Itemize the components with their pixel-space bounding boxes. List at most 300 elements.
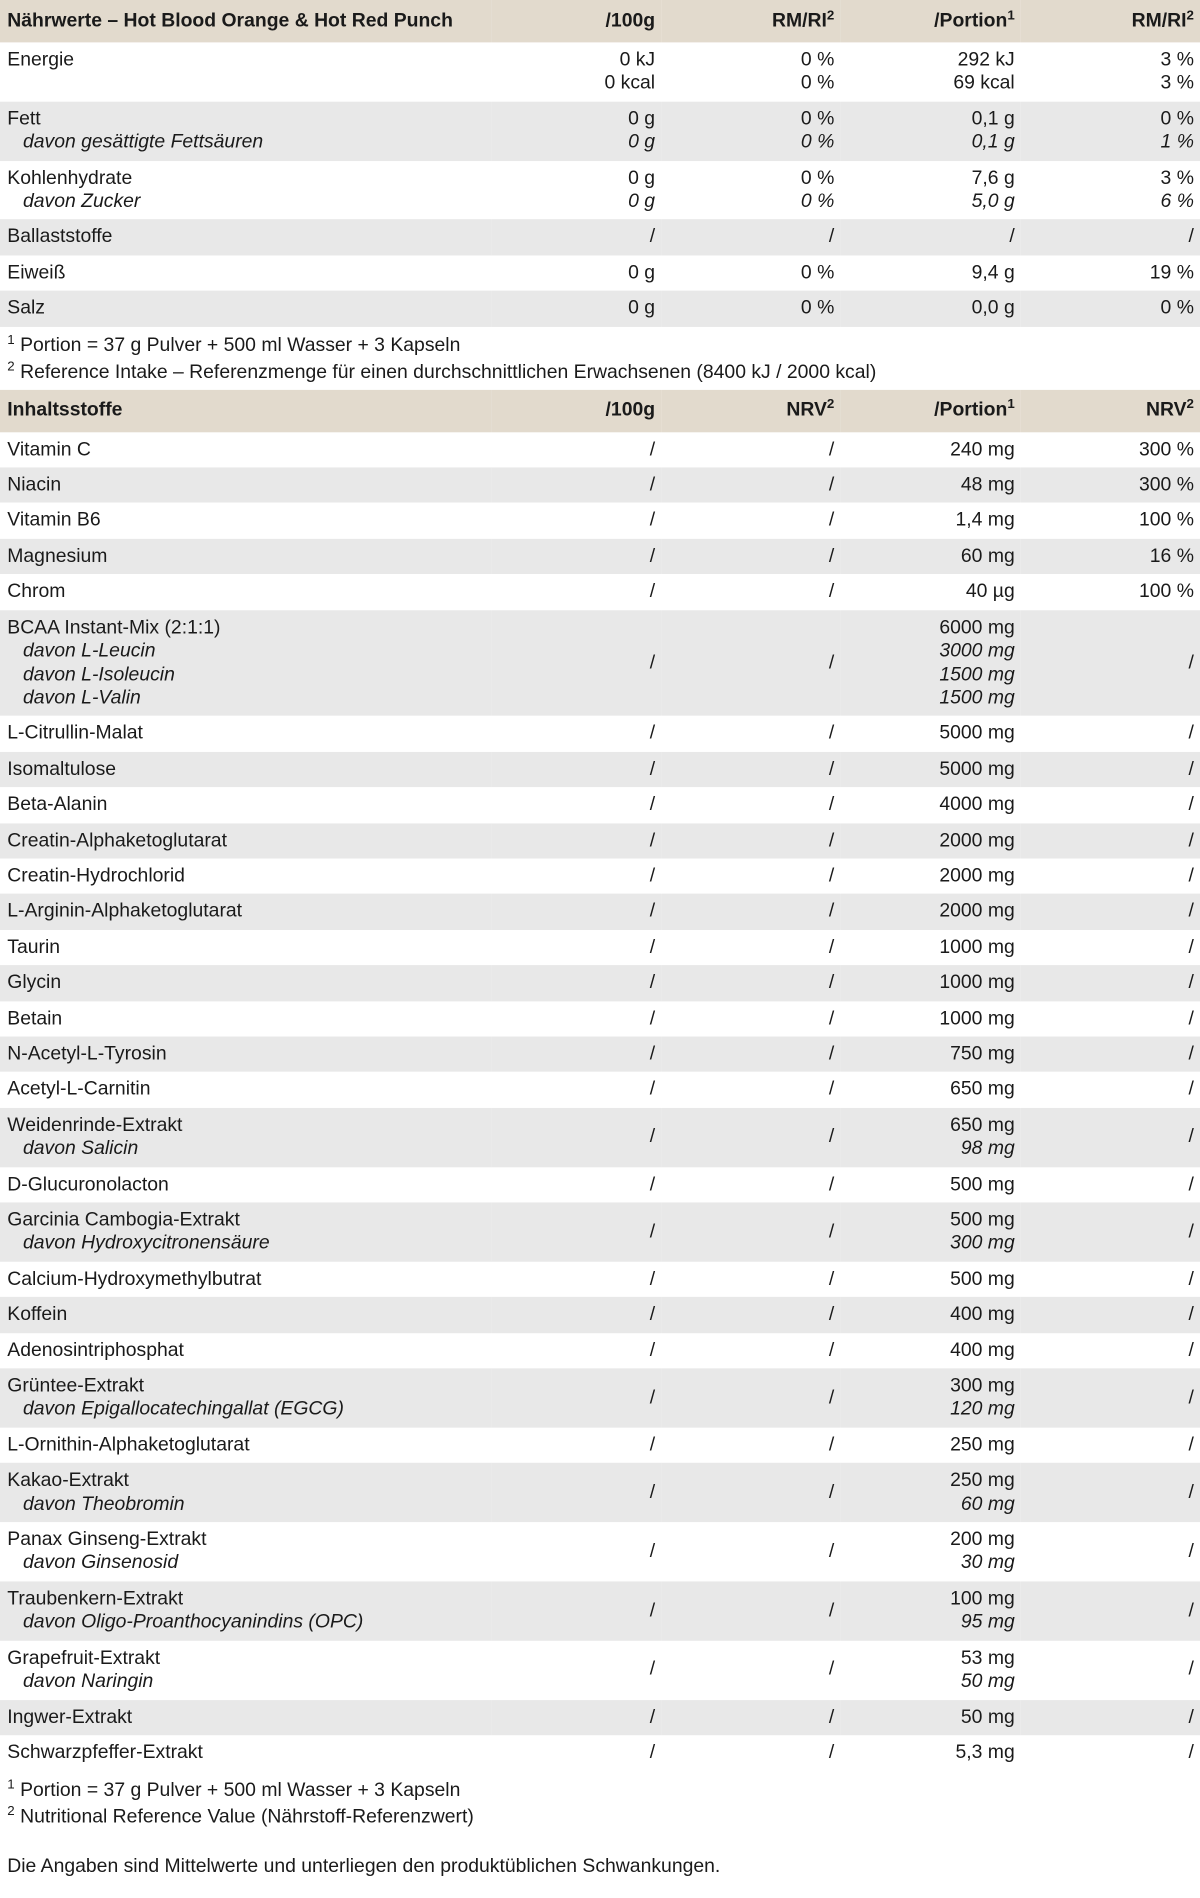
ingredients-header-nrv-portion: NRV$^2$ <box>1021 389 1200 431</box>
row-sub-name: davon L-Leucin <box>23 640 156 662</box>
ingredients-header-name: Inhaltsstoffe <box>0 389 492 431</box>
table-row <box>0 574 1200 610</box>
row-name: Niacin <box>7 474 62 496</box>
row-value-v2 <box>661 42 840 101</box>
row-name-cell <box>0 291 492 327</box>
row-value-v2 <box>661 101 840 160</box>
row-value-v3 <box>840 1001 1020 1037</box>
row-value-v4 <box>1021 610 1200 716</box>
table-row <box>0 291 1200 327</box>
row-value-v4 <box>1021 1202 1200 1261</box>
row-value: / <box>649 972 656 994</box>
row-name-cell <box>0 1167 492 1203</box>
row-value-v1 <box>492 291 662 327</box>
row-value-v1 <box>492 1522 662 1581</box>
row-value-v4 <box>1021 1581 1200 1640</box>
row-value-v4 <box>1021 823 1200 859</box>
row-value: 0 kJ <box>619 49 656 71</box>
row-name-cell <box>0 255 492 291</box>
row-value-v2 <box>661 161 840 220</box>
row-value: / <box>649 723 656 744</box>
row-value: / <box>649 936 656 958</box>
row-value: / <box>649 794 656 816</box>
row-value: 750 mg <box>950 1043 1015 1065</box>
table-row <box>0 1640 1200 1699</box>
row-value: / <box>649 1659 656 1680</box>
row-value-v1 <box>492 1202 662 1261</box>
row-value: / <box>649 1742 656 1763</box>
row-value-v2 <box>661 1368 840 1427</box>
table-row <box>0 503 1200 539</box>
row-value-v3 <box>840 467 1020 503</box>
row-value: / <box>828 1742 835 1763</box>
row-value-v2 <box>661 1202 840 1261</box>
row-value: / <box>828 1079 835 1100</box>
row-value: / <box>828 1340 835 1361</box>
row-value-v4 <box>1021 255 1200 291</box>
ingredients-header-portion: /Portion$^1$ <box>840 389 1020 431</box>
table-row <box>0 823 1200 859</box>
row-value: / <box>649 1304 656 1325</box>
row-value-v4 <box>1021 1699 1200 1735</box>
row-value: / <box>649 1434 656 1456</box>
row-value-v2 <box>661 1072 840 1108</box>
row-value: / <box>649 901 656 922</box>
row-value-v2 <box>661 220 840 256</box>
row-value: 200 mg <box>950 1529 1015 1551</box>
row-value-v1 <box>492 42 662 101</box>
row-value: 1,4 mg <box>955 510 1015 531</box>
row-name: L-Arginin-Alphaketoglutarat <box>7 901 243 922</box>
row-value: 69 kcal <box>953 73 1015 94</box>
table-row <box>0 1368 1200 1427</box>
table-row <box>0 42 1200 101</box>
row-value: 1000 mg <box>939 936 1015 958</box>
row-value: 40 µg <box>965 581 1015 603</box>
row-value: / <box>649 1008 656 1029</box>
nutrition-header-row <box>0 0 1200 42</box>
row-value-v4 <box>1021 1072 1200 1108</box>
row-value-v2 <box>661 930 840 966</box>
row-value-v1 <box>492 432 662 468</box>
row-name: Kakao-Extrakt <box>7 1470 129 1491</box>
row-name: Calcium-Hydroxymethylbutrat <box>7 1268 262 1290</box>
row-value-v1 <box>492 539 662 575</box>
row-name: L-Citrullin-Malat <box>7 723 143 744</box>
table-row <box>0 787 1200 823</box>
row-name-cell <box>0 858 492 894</box>
row-value-v4 <box>1021 894 1200 930</box>
nutrition-header-ri-portion: $RM/RI^2$ <box>1021 0 1200 42</box>
row-value-v4 <box>1021 1108 1200 1167</box>
row-value-v1 <box>492 1463 662 1522</box>
row-value-v3 <box>840 1297 1020 1333</box>
row-value: / <box>1188 1126 1194 1148</box>
table-row <box>0 220 1200 256</box>
row-value: 240 mg <box>950 439 1015 460</box>
table-row <box>0 1463 1200 1522</box>
table-row <box>0 432 1200 468</box>
ingredients-table <box>0 389 1200 1770</box>
row-name: Eiweiß <box>7 262 66 284</box>
row-value-v4 <box>1021 930 1200 966</box>
row-sub-name: davon Epigallocatechingallat (EGCG) <box>23 1399 344 1420</box>
row-value-v1 <box>492 965 662 1001</box>
row-value-v2 <box>661 291 840 327</box>
row-sub-value: 30 mg <box>960 1552 1015 1574</box>
row-value: / <box>649 474 656 496</box>
nutrition-table-body <box>0 42 1200 326</box>
table-row <box>0 752 1200 788</box>
row-value-v3 <box>840 1522 1020 1581</box>
row-sub-value: 6 % <box>1160 191 1194 212</box>
row-value-v4 <box>1021 539 1200 575</box>
row-value: / <box>1188 901 1194 922</box>
row-value-v4 <box>1021 1333 1200 1369</box>
table-row <box>0 1581 1200 1640</box>
row-value: / <box>1188 226 1194 248</box>
row-sub-name: davon Salicin <box>23 1138 139 1160</box>
row-value: / <box>828 1706 835 1728</box>
row-value-v1 <box>492 930 662 966</box>
row-value: 0 kcal <box>604 73 656 94</box>
row-value-v3 <box>840 1333 1020 1369</box>
row-value-v3 <box>840 1699 1020 1735</box>
row-value-v1 <box>492 1699 662 1735</box>
row-name: N-Acetyl-L-Tyrosin <box>7 1043 167 1065</box>
nutrition-header-ri-100g: $RM/RI^2$ <box>661 0 840 42</box>
table-row <box>0 1522 1200 1581</box>
row-name-cell <box>0 539 492 575</box>
row-value: / <box>649 1079 656 1100</box>
row-name-cell <box>0 1368 492 1427</box>
row-name: Acetyl-L-Carnitin <box>7 1079 151 1100</box>
row-name: Weidenrinde-Extrakt <box>7 1114 183 1136</box>
nutrition-header-per100g: /100g <box>492 0 662 42</box>
row-value-v3 <box>840 610 1020 716</box>
row-value-v4 <box>1021 858 1200 894</box>
row-value: 19 % <box>1149 262 1194 284</box>
row-value-v1 <box>492 467 662 503</box>
ingredients-footnotes <box>0 1771 1200 1832</box>
row-name-cell <box>0 787 492 823</box>
row-value-v1 <box>492 255 662 291</box>
row-name-cell <box>0 1640 492 1699</box>
row-value-v4 <box>1021 787 1200 823</box>
ingredients-header-per100g: /100g <box>492 389 662 431</box>
row-value: / <box>828 1008 835 1029</box>
row-sub-value: 50 mg <box>960 1671 1015 1692</box>
row-value: 0,0 g <box>971 298 1015 319</box>
row-name-cell <box>0 467 492 503</box>
row-value: 16 % <box>1149 545 1194 567</box>
row-value: / <box>1188 758 1194 780</box>
row-value-v3 <box>840 101 1020 160</box>
row-value: / <box>1188 794 1194 816</box>
row-name: Traubenkern-Extrakt <box>7 1588 184 1610</box>
row-name: Salz <box>7 298 45 319</box>
row-value: 0 g <box>628 167 656 189</box>
row-name: Isomaltulose <box>7 758 117 780</box>
row-value: / <box>1188 1268 1194 1290</box>
row-value-v2 <box>661 610 840 716</box>
row-sub-value: 0 g <box>628 191 656 212</box>
row-value-v3 <box>840 1108 1020 1167</box>
nutrition-header-name: Nährwerte – Hot Blood Orange & Hot Red Punch <box>0 0 492 42</box>
row-value: / <box>828 1434 835 1456</box>
row-name-cell <box>0 503 492 539</box>
row-value: 0 % <box>800 73 835 94</box>
row-value-v2 <box>661 823 840 859</box>
row-value: / <box>1188 936 1194 958</box>
row-value: / <box>828 581 835 603</box>
row-value: / <box>828 652 835 674</box>
row-value-v2 <box>661 1735 840 1771</box>
table-row <box>0 1167 1200 1203</box>
row-value-v1 <box>492 574 662 610</box>
row-value-v2 <box>661 787 840 823</box>
row-name-cell <box>0 894 492 930</box>
row-sub-value: 3000 mg <box>939 640 1015 662</box>
row-value: / <box>828 1043 835 1065</box>
table-row <box>0 1072 1200 1108</box>
row-value: / <box>828 1268 835 1290</box>
row-value-v2 <box>661 1001 840 1037</box>
row-value-v3 <box>840 1581 1020 1640</box>
row-value-v2 <box>661 1581 840 1640</box>
row-value: 500 mg <box>950 1209 1015 1231</box>
row-value-v1 <box>492 1427 662 1463</box>
row-value-v1 <box>492 101 662 160</box>
row-value-v1 <box>492 1581 662 1640</box>
row-value-v3 <box>840 255 1020 291</box>
row-name-cell <box>0 823 492 859</box>
row-sub-value: 1 % <box>1160 132 1194 153</box>
row-name-cell <box>0 610 492 716</box>
row-value: / <box>649 226 656 248</box>
row-sub-value: 1500 mg <box>939 664 1015 685</box>
row-value: 100 % <box>1139 581 1194 603</box>
row-value-v3 <box>840 42 1020 101</box>
row-value: 48 mg <box>960 474 1015 496</box>
row-value: 50 mg <box>960 1706 1015 1728</box>
row-value-v4 <box>1021 574 1200 610</box>
row-value-v4 <box>1021 965 1200 1001</box>
row-name: Glycin <box>7 972 62 994</box>
table-row <box>0 1202 1200 1261</box>
row-value: 53 mg <box>960 1647 1015 1669</box>
row-name: Creatin-Alphaketoglutarat <box>7 830 227 851</box>
row-name-cell <box>0 1581 492 1640</box>
table-row <box>0 1262 1200 1298</box>
row-value-v2 <box>661 858 840 894</box>
row-name: Schwarzpfeffer-Extrakt <box>7 1742 203 1763</box>
row-name-cell <box>0 1522 492 1581</box>
table-row <box>0 610 1200 716</box>
row-value-v2 <box>661 1297 840 1333</box>
row-value: / <box>1188 1706 1194 1728</box>
row-value: 1000 mg <box>939 972 1015 994</box>
row-value-v3 <box>840 1262 1020 1298</box>
row-value-v3 <box>840 1072 1020 1108</box>
row-value-v1 <box>492 752 662 788</box>
row-value: 3 % <box>1160 167 1194 189</box>
row-value-v1 <box>492 858 662 894</box>
table-row <box>0 1036 1200 1072</box>
row-value-v1 <box>492 503 662 539</box>
row-value-v1 <box>492 1072 662 1108</box>
row-value-v2 <box>661 467 840 503</box>
row-value-v4 <box>1021 1522 1200 1581</box>
table-row <box>0 161 1200 220</box>
row-value: 300 % <box>1139 439 1194 460</box>
row-value: / <box>1188 1008 1194 1029</box>
row-value-v2 <box>661 1036 840 1072</box>
row-value-v2 <box>661 574 840 610</box>
row-name-cell <box>0 752 492 788</box>
row-value-v3 <box>840 1463 1020 1522</box>
row-value: / <box>649 1043 656 1065</box>
row-value-v4 <box>1021 101 1200 160</box>
row-value: 5,3 mg <box>955 1742 1015 1763</box>
row-sub-value: 0 g <box>628 132 656 153</box>
row-value-v2 <box>661 716 840 752</box>
row-value-v3 <box>840 930 1020 966</box>
row-value: / <box>828 936 835 958</box>
row-name: Grüntee-Extrakt <box>7 1375 145 1397</box>
row-value: 650 mg <box>950 1079 1015 1100</box>
row-name: L-Ornithin-Alphaketoglutarat <box>7 1434 250 1456</box>
row-value-v2 <box>661 539 840 575</box>
row-value: / <box>649 830 656 851</box>
row-value-v1 <box>492 1001 662 1037</box>
row-value: / <box>1188 1659 1194 1680</box>
row-value: / <box>828 474 835 496</box>
row-value-v4 <box>1021 291 1200 327</box>
row-value: 3 % <box>1160 49 1194 71</box>
row-value-v4 <box>1021 1368 1200 1427</box>
row-value-v3 <box>840 291 1020 327</box>
row-value-v4 <box>1021 161 1200 220</box>
row-name: D-Glucuronolacton <box>7 1174 169 1195</box>
row-value: / <box>828 794 835 816</box>
row-name <box>7 72 491 95</box>
table-row <box>0 894 1200 930</box>
row-value-v1 <box>492 1262 662 1298</box>
row-name: Panax Ginseng-Extrakt <box>7 1529 207 1551</box>
row-value-v4 <box>1021 1463 1200 1522</box>
row-value: 2000 mg <box>939 865 1015 887</box>
row-value: 7,6 g <box>971 167 1015 189</box>
row-value-v4 <box>1021 716 1200 752</box>
row-sub-value: 5,0 g <box>971 191 1015 212</box>
disclaimer-note: Die Angaben sind Mittelwerte und unterliegen den produktüblichen Schwankungen. <box>7 1856 721 1878</box>
row-value-v2 <box>661 255 840 291</box>
row-value: / <box>649 581 656 603</box>
row-sub-name: davon Zucker <box>23 191 141 212</box>
row-value-v2 <box>661 1167 840 1203</box>
row-value-v3 <box>840 574 1020 610</box>
row-value-v3 <box>840 752 1020 788</box>
row-value-v4 <box>1021 1167 1200 1203</box>
row-name: BCAA Instant-Mix (2:1:1) <box>7 617 221 638</box>
row-value: / <box>649 1387 656 1408</box>
row-name: Grapefruit-Extrakt <box>7 1647 161 1669</box>
row-name: Fett <box>7 108 41 130</box>
row-name-cell <box>0 1699 492 1735</box>
row-value-v1 <box>492 894 662 930</box>
row-value-v3 <box>840 716 1020 752</box>
row-value: 292 kJ <box>957 49 1015 71</box>
row-name: Vitamin C <box>7 439 91 460</box>
row-value: 300 % <box>1139 474 1194 496</box>
row-value: / <box>1188 1387 1194 1408</box>
row-value-v1 <box>492 1368 662 1427</box>
row-value-v3 <box>840 432 1020 468</box>
row-value: / <box>649 510 656 531</box>
row-value: / <box>649 1126 656 1148</box>
footnote-portion-2: $^1$ Portion = 37 g Pulver + 500 ml Wasser + 3 Kapseln <box>7 1777 461 1801</box>
row-value: 300 mg <box>950 1375 1015 1397</box>
row-name: Vitamin B6 <box>7 510 101 531</box>
row-value: 100 mg <box>950 1588 1015 1610</box>
table-row <box>0 1699 1200 1735</box>
row-value: / <box>649 1541 656 1562</box>
row-value: / <box>828 439 835 460</box>
row-value-v3 <box>840 894 1020 930</box>
row-value: / <box>649 1221 656 1243</box>
row-value-v3 <box>840 1640 1020 1699</box>
row-value: / <box>828 865 835 887</box>
row-value: 2000 mg <box>939 901 1015 922</box>
table-row <box>0 1297 1200 1333</box>
row-value: / <box>649 545 656 567</box>
ingredients-table-body <box>0 432 1200 1771</box>
row-value: / <box>828 510 835 531</box>
row-value-v3 <box>840 161 1020 220</box>
row-name-cell <box>0 1036 492 1072</box>
row-name: Garcinia Cambogia-Extrakt <box>7 1209 240 1231</box>
row-value: / <box>828 1221 835 1243</box>
row-value: / <box>1188 1482 1194 1503</box>
row-value: / <box>1188 1434 1194 1456</box>
table-row <box>0 255 1200 291</box>
row-value: 4000 mg <box>939 794 1015 816</box>
row-value-v1 <box>492 1108 662 1167</box>
row-value: 0 % <box>800 108 835 130</box>
row-value: / <box>828 1387 835 1408</box>
row-value-v4 <box>1021 1640 1200 1699</box>
row-value-v3 <box>840 1036 1020 1072</box>
row-name-cell <box>0 1262 492 1298</box>
row-sub-name: davon Naringin <box>23 1671 154 1692</box>
row-value-v2 <box>661 1640 840 1699</box>
row-value-v2 <box>661 503 840 539</box>
footnote-nrv: $^2$ Nutritional Reference Value (Nährstoff-Referenzwert) <box>7 1804 474 1828</box>
row-value: / <box>649 652 656 674</box>
row-sub-value: 0 % <box>800 132 835 153</box>
row-name-cell <box>0 1202 492 1261</box>
row-value: / <box>828 972 835 994</box>
nutrition-table <box>0 0 1200 327</box>
row-value-v2 <box>661 1463 840 1522</box>
row-value: / <box>649 1482 656 1503</box>
row-sub-value: 0,1 g <box>971 132 1015 153</box>
row-value: 100 % <box>1139 510 1194 531</box>
ingredients-header-nrv-100g: NRV$^2$ <box>661 389 840 431</box>
row-value-v3 <box>840 1427 1020 1463</box>
row-sub-name: davon Hydroxycitronensäure <box>23 1233 270 1254</box>
